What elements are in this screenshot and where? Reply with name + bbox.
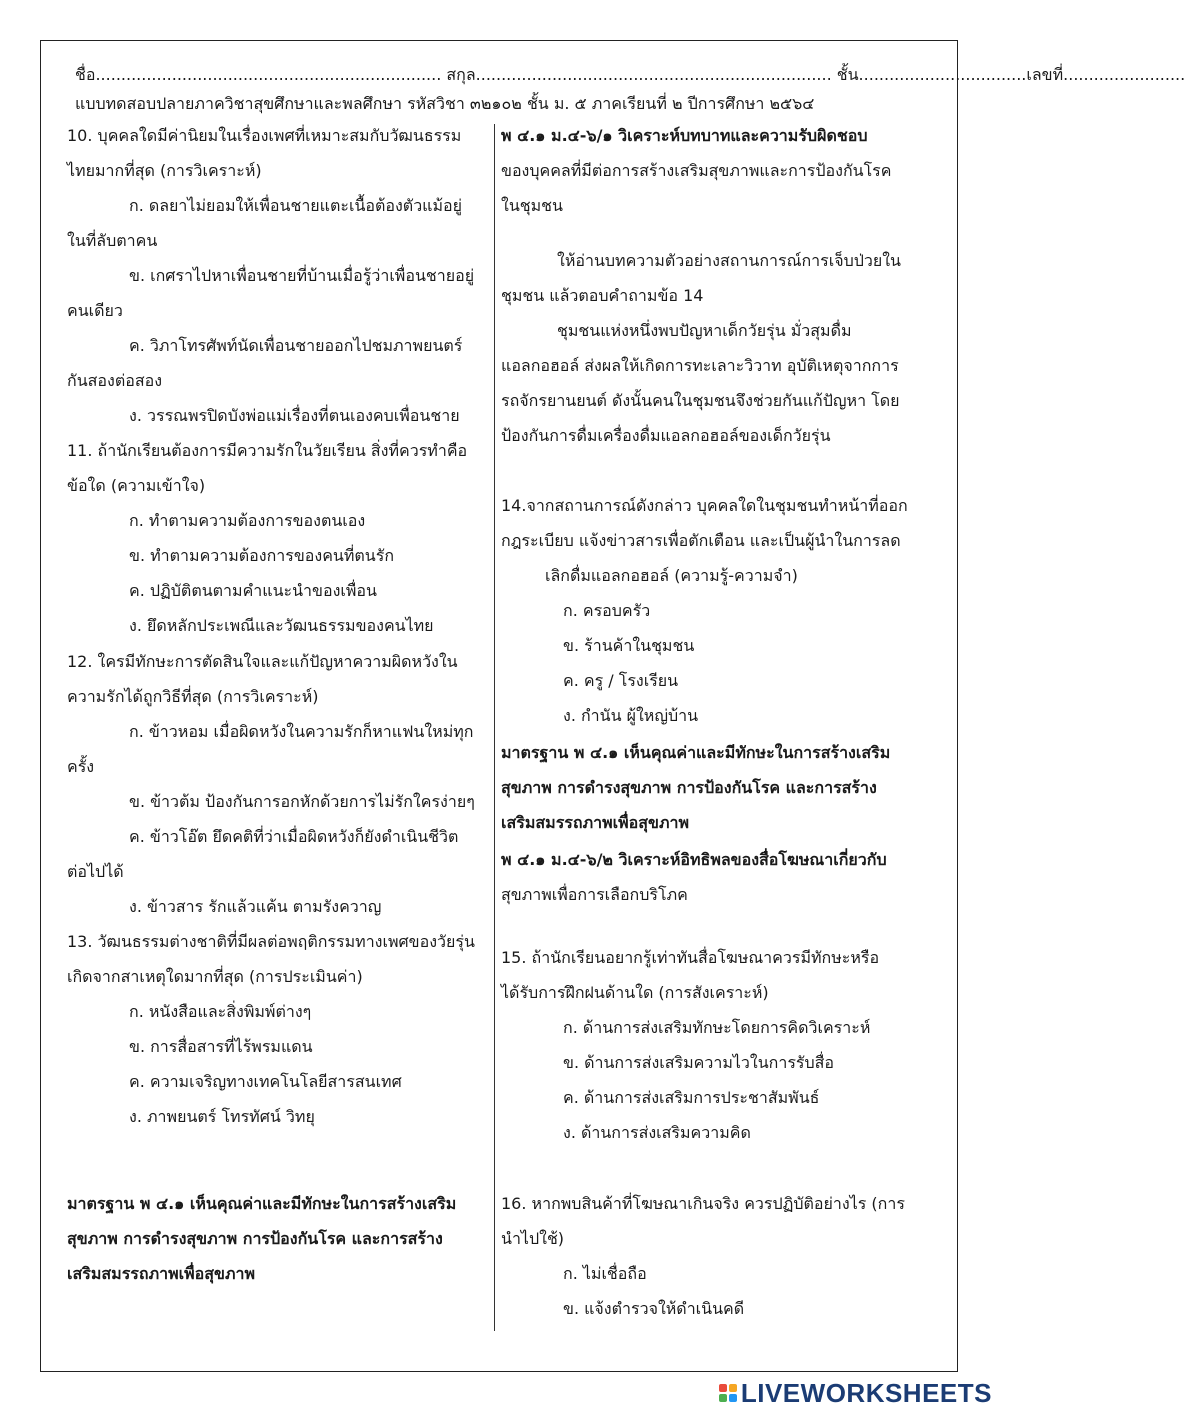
question-14-text: 14.จากสถานการณ์ดังกล่าว บุคคลใดในชุมชนทำหน้าที่ออก: [501, 496, 908, 515]
exam-title: แบบทดสอบปลายภาควิชาสุขศึกษาและพลศึกษา รหัสวิชา ๓๒๑๐๒ ชั้น ม. ๕ ภาคเรียนที่ ๒ ปีการศึกษา ๒๕๖๔: [75, 94, 815, 113]
question-10-option-c[interactable]: กันสองต่อสอง: [67, 371, 162, 390]
question-16-text: นำไปใช้): [501, 1229, 565, 1248]
question-11-option-a[interactable]: ก. ทำตามความต้องการของตนเอง: [129, 511, 366, 530]
question-10-option-a[interactable]: ในที่ลับตาคน: [67, 231, 158, 250]
question-10-text: 10. บุคคลใดมีค่านิยมในเรื่องเพศที่เหมาะสมกับวัฒนธรรม: [67, 126, 462, 145]
standard-heading: สุขภาพ การดำรงสุขภาพ การป้องกันโรค และการสร้าง: [501, 778, 877, 797]
question-10-text: ไทยมากที่สุด (การวิเคราะห์): [67, 161, 262, 180]
question-13-option-c[interactable]: ค. ความเจริญทางเทคโนโลยีสารสนเทศ: [129, 1072, 402, 1091]
indicator-heading: [501, 125, 867, 147]
logo-square-icon: [719, 1394, 727, 1402]
question-10-option-b[interactable]: ข. เกศราไปหาเพื่อนชายที่บ้านเมื่อรู้ว่าเพื่อนชายอยู่: [129, 266, 475, 285]
question-10-option-c[interactable]: ค. วิภาโทรศัพท์นัดเพื่อนชายออกไปชมภาพยนตร์: [129, 336, 463, 355]
liveworksheets-icon: [719, 1384, 737, 1402]
question-12-text: 12. ใครมีทักษะการตัดสินใจและแก้ปัญหาความผิดหวังใน: [67, 652, 458, 671]
question-12-option-c[interactable]: ต่อไปได้: [67, 862, 124, 881]
question-11-text: 11. ถ้านักเรียนต้องการมีความรักในวัยเรียน สิ่งที่ควรทำคือ: [67, 441, 468, 460]
passage-text: แอลกอฮอล์ ส่งผลให้เกิดการทะเลาะวิวาท อุบัติเหตุจากการ: [501, 356, 899, 375]
standard-heading: มาตรฐาน พ ๔.๑ เห็นคุณค่าและมีทักษะในการสร้างเสริม: [67, 1194, 457, 1213]
question-14-text: กฎระเบียบ แจ้งข่าวสารเพื่อตักเตือน และเป็นผู้นำในการลด: [501, 531, 901, 550]
standard-heading: เสริมสมรรถภาพเพื่อสุขภาพ: [67, 1264, 256, 1283]
passage-text: ป้องกันการดื่มเครื่องดื่มแอลกอฮอล์ของเด็กวัยรุ่น: [501, 426, 831, 445]
question-12-option-a[interactable]: ก. ข้าวหอม เมื่อผิดหวังในความรักก็หาแฟนใหม่ทุก: [129, 722, 474, 741]
question-16-option-a[interactable]: ก. ไม่เชื่อถือ: [563, 1264, 647, 1283]
question-12-option-b[interactable]: ข. ข้าวต้ม ป้องกันการอกหักด้วยการไม่รักใครง่ายๆ: [129, 792, 475, 811]
question-12-option-d[interactable]: ง. ข้าวสาร รักแล้วแค้น ตามรังควาญ: [129, 897, 382, 916]
question-11-option-b[interactable]: ข. ทำตามความต้องการของคนที่ตนรัก: [129, 546, 395, 565]
question-11-option-c[interactable]: ค. ปฏิบัติตนตามคำแนะนำของเพื่อน: [129, 581, 377, 600]
question-13-text: 13. วัฒนธรรมต่างชาติที่มีผลต่อพฤติกรรมทางเพศของวัยรุ่น: [67, 932, 475, 951]
question-15-option-c[interactable]: ค. ด้านการส่งเสริมการประชาสัมพันธ์: [563, 1088, 820, 1107]
question-16-option-b[interactable]: ข. แจ้งตำรวจให้ดำเนินคดี: [563, 1299, 745, 1318]
question-15-option-a[interactable]: ก. ด้านการส่งเสริมทักษะโดยการคิดวิเคราะห์: [563, 1018, 871, 1037]
question-15-text: ได้รับการฝึกฝนด้านใด (การสังเคราะห์): [501, 983, 769, 1002]
question-12-text: ความรักได้ถูกวิธีที่สุด (การวิเคราะห์): [67, 687, 319, 706]
instruction-text: ชุมชน แล้วตอบคำถามข้อ 14: [501, 286, 704, 305]
instruction-text: ให้อ่านบทความตัวอย่างสถานการณ์การเจ็บป่วยใน: [557, 251, 901, 270]
standard-heading: สุขภาพ การดำรงสุขภาพ การป้องกันโรค และการสร้าง: [67, 1229, 443, 1248]
liveworksheets-logo[interactable]: [719, 1379, 992, 1407]
standard-heading: มาตรฐาน พ ๔.๑ เห็นคุณค่าและมีทักษะในการสร้างเสริม: [501, 743, 891, 762]
question-13-option-d[interactable]: ง. ภาพยนตร์ โทรทัศน์ วิทยุ: [129, 1107, 315, 1126]
question-14-option-d[interactable]: ง. กำนัน ผู้ใหญ่บ้าน: [563, 706, 699, 725]
question-16-text: 16. หากพบสินค้าที่โฆษณาเกินจริง ควรปฏิบัติอย่างไร (การ: [501, 1194, 905, 1213]
student-info-line: ชื่อ.................................................................... สกุล...................................................................... ชั้น.................................เลขที่........................: [75, 65, 1185, 84]
question-15-text: 15. ถ้านักเรียนอยากรู้เท่าทันสื่อโฆษณาควรมีทักษะหรือ: [501, 948, 880, 967]
indicator-text: ของบุคคลที่มีต่อการสร้างเสริมสุขภาพและการป้องกันโรค: [501, 161, 892, 180]
question-12-option-c[interactable]: ค. ข้าวโอ๊ต ยึดคติที่ว่าเมื่อผิดหวังก็ยังดำเนินชีวิต: [129, 827, 459, 846]
logo-square-icon: [729, 1394, 737, 1402]
logo-square-icon: [729, 1384, 737, 1392]
question-12-option-a[interactable]: ครั้ง: [67, 757, 95, 776]
passage-text: ชุมชนแห่งหนึ่งพบปัญหาเด็กวัยรุ่น มั่วสุมดื่ม: [557, 321, 852, 340]
question-15-option-d[interactable]: ง. ด้านการส่งเสริมความคิด: [563, 1123, 751, 1142]
question-10-option-b[interactable]: คนเดียว: [67, 301, 123, 320]
question-10-option-a[interactable]: ก. ดลยาไม่ยอมให้เพื่อนชายแตะเนื้อต้องตัวแม้อยู่: [129, 196, 463, 215]
question-14-option-c[interactable]: ค. ครู / โรงเรียน: [563, 671, 679, 690]
standard-heading: เสริมสมรรถภาพเพื่อสุขภาพ: [501, 813, 690, 832]
question-14-option-b[interactable]: ข. ร้านค้าในชุมชน: [563, 636, 695, 655]
question-14-option-a[interactable]: ก. ครอบครัว: [563, 601, 651, 620]
indicator-code: พ ๔.๑ ม.๔-๖/๒ วิเคราะห์อิทธิพลของสื่อโฆษณาเกี่ยวกับ: [501, 850, 887, 869]
column-divider: [494, 124, 495, 1331]
indicator-heading: [501, 849, 887, 871]
logo-square-icon: [719, 1384, 727, 1392]
question-10-option-d[interactable]: ง. วรรณพรปิดบังพ่อแม่เรื่องที่ตนเองคบเพื่อนชาย: [129, 406, 460, 425]
indicator-text: สุขภาพเพื่อการเลือกบริโภค: [501, 885, 688, 904]
worksheet-frame: [40, 40, 1185, 1372]
question-11-text: ข้อใด (ความเข้าใจ): [67, 476, 206, 495]
question-13-text: เกิดจากสาเหตุใดมากที่สุด (การประเมินค่า): [67, 967, 363, 986]
passage-text: รถจักรยานยนต์ ดังนั้นคนในชุมชนจึงช่วยกันแก้ปัญหา โดย: [501, 391, 900, 410]
question-11-option-d[interactable]: ง. ยึดหลักประเพณีและวัฒนธรรมของคนไทย: [129, 616, 434, 635]
question-14-text: เลิกดื่มแอลกอฮอล์ (ความรู้-ความจำ): [545, 566, 798, 585]
liveworksheets-wordmark: LIVEWORKSHEETS: [740, 1377, 992, 1408]
question-13-option-a[interactable]: ก. หนังสือและสิ่งพิมพ์ต่างๆ: [129, 1002, 312, 1021]
indicator-text: ในชุมชน: [501, 196, 563, 215]
question-13-option-b[interactable]: ข. การสื่อสารที่ไร้พรมแดน: [129, 1037, 313, 1056]
indicator-code: พ ๔.๑ ม.๔-๖/๑ วิเคราะห์บทบาทและความรับผิดชอบ: [501, 126, 868, 145]
question-15-option-b[interactable]: ข. ด้านการส่งเสริมความไวในการรับสื่อ: [563, 1053, 835, 1072]
